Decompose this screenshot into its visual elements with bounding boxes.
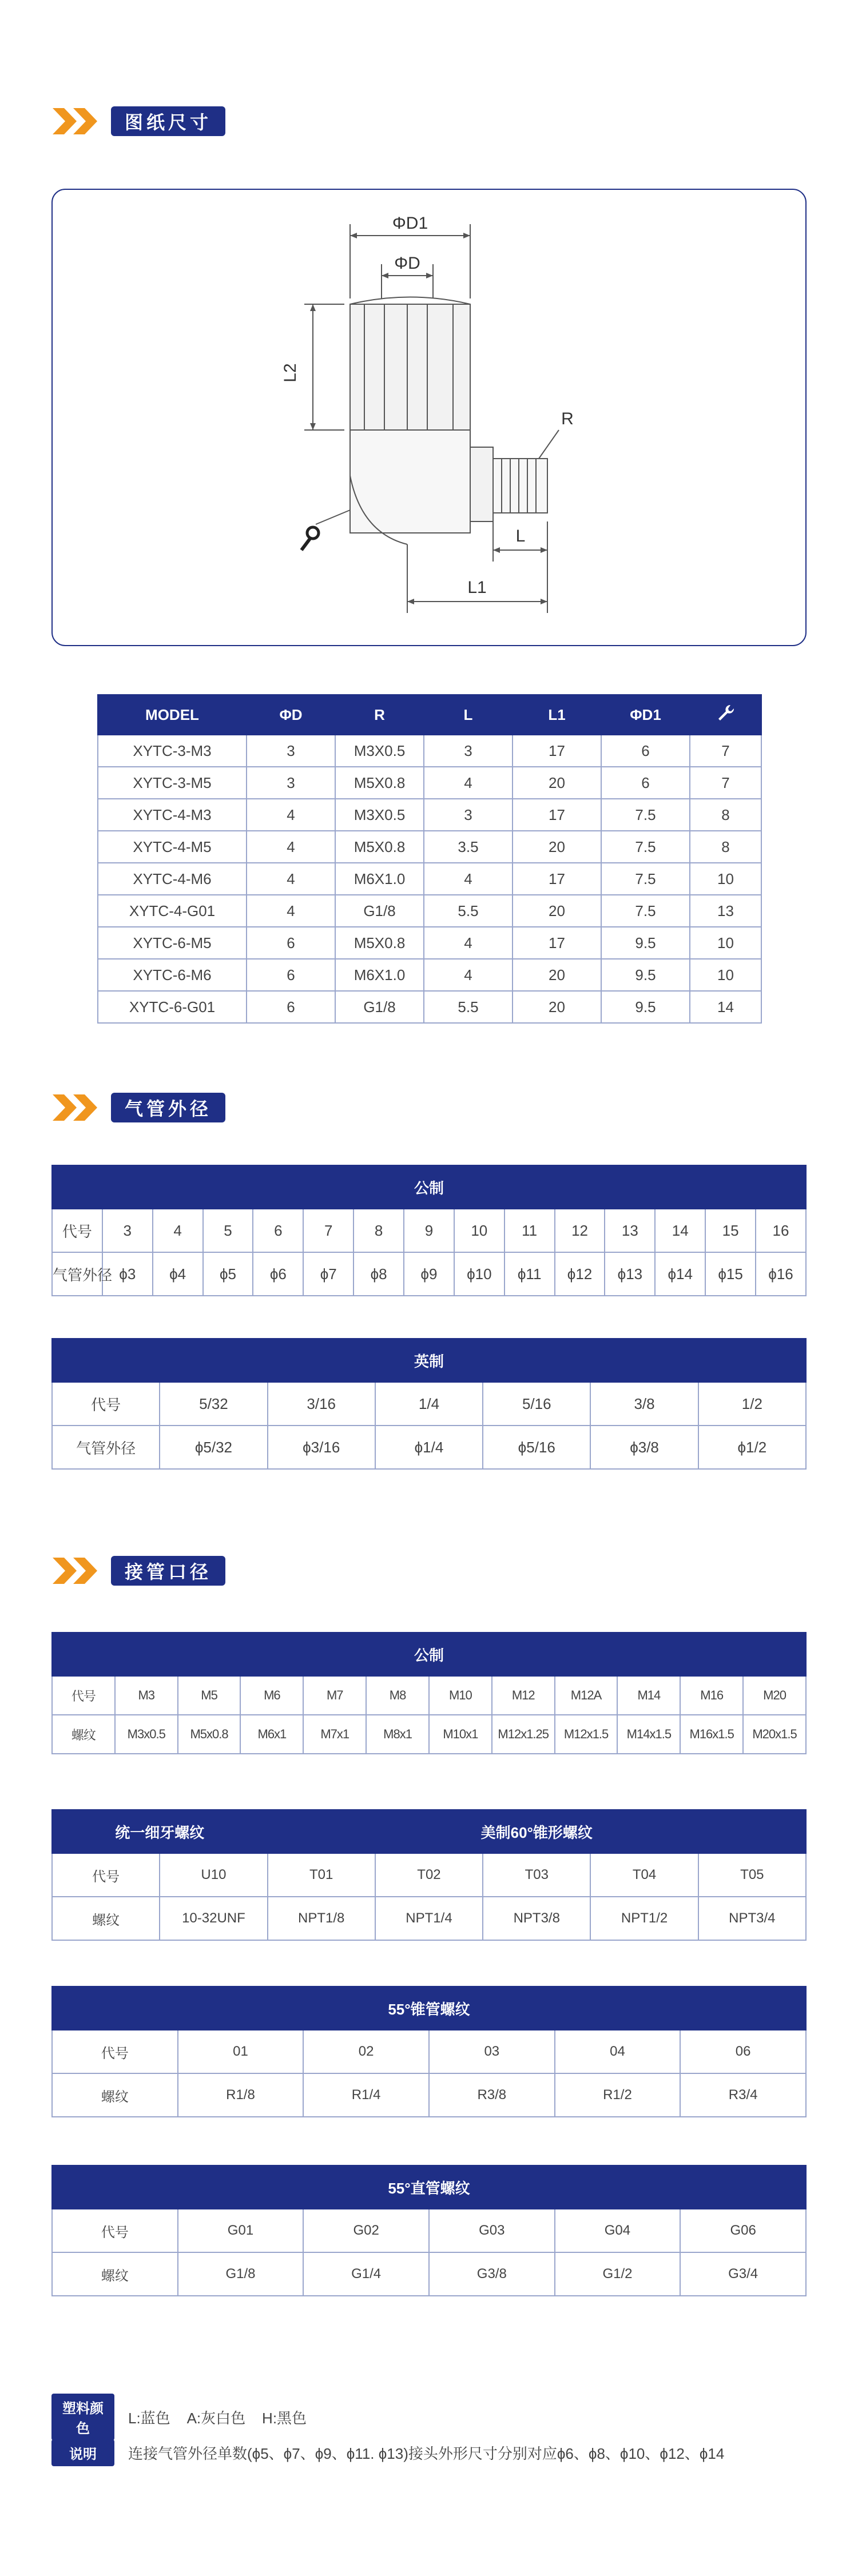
note-tag: 说明	[51, 2439, 114, 2466]
table-cell: 20	[513, 895, 601, 927]
table-cell: 3	[247, 767, 335, 799]
section-header-dimensions	[51, 106, 225, 137]
table-cell: XYTC-4-M6	[98, 863, 247, 895]
table-cell: ϕ5	[203, 1252, 253, 1296]
table-cell: 3	[102, 1209, 153, 1252]
table-cell: 7	[303, 1209, 353, 1252]
table-row	[98, 927, 761, 959]
table-title: 55°直管螺纹	[52, 2165, 806, 2209]
table-row	[98, 863, 761, 895]
table-cell: M5X0.8	[335, 767, 424, 799]
table-cell: 17	[513, 863, 601, 895]
row-label: 代号	[52, 1382, 160, 1426]
column-header: ΦD1	[601, 695, 690, 735]
table-cell: XYTC-6-G01	[98, 991, 247, 1023]
table-cell: M12	[492, 1676, 555, 1715]
table-cell: 3	[247, 735, 335, 767]
chevron-arrows-icon	[51, 1555, 106, 1586]
table-cell: M20x1.5	[743, 1715, 806, 1754]
table-cell: R3/4	[680, 2073, 806, 2117]
table-cell: 6	[601, 767, 690, 799]
table-row	[52, 1715, 806, 1754]
table-cell: 6	[247, 991, 335, 1023]
tube-metric-table	[51, 1165, 807, 1296]
table-title-row	[52, 1633, 806, 1676]
label-l1: L1	[467, 578, 487, 597]
table-cell: NPT1/8	[268, 1897, 375, 1940]
table-cell: 20	[513, 959, 601, 991]
section-header-tube-od	[51, 1092, 225, 1123]
table-cell: 9.5	[601, 991, 690, 1023]
table-cell: M8x1	[366, 1715, 429, 1754]
table-cell: ϕ4	[153, 1252, 203, 1296]
model-dimensions-table	[97, 694, 762, 1024]
row-label: 螺纹	[52, 1897, 160, 1940]
table-row	[52, 1853, 806, 1897]
table-cell: 9.5	[601, 959, 690, 991]
table-cell: G06	[680, 2209, 806, 2252]
table-cell: 11	[505, 1209, 555, 1252]
table-cell: 4	[424, 863, 513, 895]
table-cell: M14x1.5	[617, 1715, 680, 1754]
table-cell: G01	[178, 2209, 304, 2252]
table-cell: XYTC-4-G01	[98, 895, 247, 927]
label-d: ΦD	[394, 254, 420, 273]
table-cell: M12x1.25	[492, 1715, 555, 1754]
section-title: 图纸尺寸	[111, 106, 225, 136]
table-cell: 4	[247, 799, 335, 831]
table-cell: M12x1.5	[555, 1715, 618, 1754]
table-cell: ϕ10	[454, 1252, 505, 1296]
table-row	[52, 1897, 806, 1940]
table-cell: XYTC-4-M5	[98, 831, 247, 863]
table-cell: R1/2	[555, 2073, 681, 2117]
table-row	[52, 2073, 806, 2117]
table-cell: 12	[555, 1209, 605, 1252]
section-header-port	[51, 1555, 225, 1586]
row-label: 气管外径	[52, 1252, 102, 1296]
table-cell: T04	[590, 1853, 698, 1897]
table-cell: ϕ5/32	[160, 1426, 267, 1469]
table-cell: M10x1	[429, 1715, 492, 1754]
table-cell: 10	[690, 927, 761, 959]
table-cell: 5	[203, 1209, 253, 1252]
table-row	[98, 735, 761, 767]
table-cell: 14	[655, 1209, 705, 1252]
table-cell: 13	[605, 1209, 655, 1252]
table-cell: G1/4	[303, 2252, 429, 2296]
table-cell: NPT3/8	[483, 1897, 590, 1940]
column-header-wrench	[690, 695, 761, 735]
table-cell: 5/32	[160, 1382, 267, 1426]
table-cell: 10	[690, 863, 761, 895]
table-cell: ϕ5/16	[483, 1426, 590, 1469]
table-cell: 04	[555, 2030, 681, 2073]
column-header: ΦD	[247, 695, 335, 735]
table-title: 公制	[52, 1165, 806, 1209]
table-cell: ϕ1/2	[698, 1426, 806, 1469]
table-cell: G1/8	[178, 2252, 304, 2296]
table-cell: 3/16	[268, 1382, 375, 1426]
table-cell: 5.5	[424, 991, 513, 1023]
table-cell: R3/8	[429, 2073, 555, 2117]
table-row	[52, 2252, 806, 2296]
table-row	[98, 799, 761, 831]
table-cell: M12A	[555, 1676, 618, 1715]
table-cell: NPT1/4	[375, 1897, 483, 1940]
table-title-row	[52, 1165, 806, 1209]
table-cell: M3X0.5	[335, 799, 424, 831]
table-cell: 8	[690, 831, 761, 863]
table-cell: 10	[454, 1209, 505, 1252]
table-cell: 3/8	[590, 1382, 698, 1426]
table-cell: M16x1.5	[680, 1715, 743, 1754]
table-cell: T01	[268, 1853, 375, 1897]
table-cell: M6X1.0	[335, 959, 424, 991]
table-cell: ϕ3/16	[268, 1426, 375, 1469]
table-cell: M7x1	[303, 1715, 366, 1754]
table-cell: ϕ15	[705, 1252, 756, 1296]
tube-imperial-table	[51, 1338, 807, 1470]
table-cell: G04	[555, 2209, 681, 2252]
chevron-arrows-icon	[51, 1092, 106, 1123]
table-cell: M3x0.5	[115, 1715, 178, 1754]
table-cell: M8	[366, 1676, 429, 1715]
plastic-color-note	[51, 2394, 307, 2440]
table-row	[98, 895, 761, 927]
row-label: 气管外径	[52, 1426, 160, 1469]
table-cell: 1/2	[698, 1382, 806, 1426]
table-cell: 7.5	[601, 831, 690, 863]
table-cell: G02	[303, 2209, 429, 2252]
table-cell: ϕ13	[605, 1252, 655, 1296]
table-cell: G3/8	[429, 2252, 555, 2296]
table-row	[52, 1676, 806, 1715]
label-l: L	[515, 527, 526, 546]
table-title-right: 美制60°锥形螺纹	[268, 1810, 806, 1853]
table-cell: T05	[698, 1853, 806, 1897]
table-title-row	[52, 1339, 806, 1382]
table-cell: M14	[617, 1676, 680, 1715]
table-cell: 9	[404, 1209, 454, 1252]
row-label: 螺纹	[52, 2252, 178, 2296]
table-cell: M3	[115, 1676, 178, 1715]
table-cell: G3/4	[680, 2252, 806, 2296]
table-cell: 5.5	[424, 895, 513, 927]
column-header: MODEL	[98, 695, 247, 735]
table-cell: T03	[483, 1853, 590, 1897]
table-cell: 10	[690, 959, 761, 991]
table-title-row	[52, 1810, 806, 1853]
table-cell: ϕ14	[655, 1252, 705, 1296]
table-cell: ϕ9	[404, 1252, 454, 1296]
table-cell: 4	[153, 1209, 203, 1252]
table-cell: 6	[253, 1209, 303, 1252]
table-cell: 7.5	[601, 895, 690, 927]
wrench-symbol-icon	[301, 527, 319, 550]
table-title-row	[52, 1986, 806, 2030]
table-row	[52, 2209, 806, 2252]
table-title: 55°锥管螺纹	[52, 1986, 806, 2030]
table-row	[98, 959, 761, 991]
table-cell: 4	[424, 767, 513, 799]
note-text: 连接气管外径单数(ϕ5、ϕ7、ϕ9、ϕ11. ϕ13)接头外形尺寸分别对应ϕ6、ϕ8、ϕ10、ϕ12、ϕ14	[128, 2445, 725, 2462]
table-cell: 3.5	[424, 831, 513, 863]
label-d1: ΦD1	[392, 214, 428, 233]
table-cell: 9.5	[601, 927, 690, 959]
table-cell: 16	[756, 1209, 806, 1252]
table-cell: 17	[513, 735, 601, 767]
table-title: 英制	[52, 1339, 806, 1382]
chevron-arrows-icon	[51, 106, 106, 137]
table-cell: 4	[424, 927, 513, 959]
label-l2: L2	[281, 363, 300, 383]
column-header: L1	[513, 695, 601, 735]
table-cell: NPT1/2	[590, 1897, 698, 1940]
table-cell: 8	[690, 799, 761, 831]
table-cell: ϕ16	[756, 1252, 806, 1296]
table-row	[98, 991, 761, 1023]
column-header: R	[335, 695, 424, 735]
table-cell: ϕ11	[505, 1252, 555, 1296]
table-cell: M20	[743, 1676, 806, 1715]
wrench-icon	[716, 703, 736, 723]
table-cell: XYTC-3-M3	[98, 735, 247, 767]
table-cell: 20	[513, 991, 601, 1023]
row-label: 螺纹	[52, 2073, 178, 2117]
column-header: L	[424, 695, 513, 735]
table-cell: ϕ3/8	[590, 1426, 698, 1469]
table-row	[52, 1382, 806, 1426]
table-cell: 17	[513, 799, 601, 831]
table-cell: XYTC-3-M5	[98, 767, 247, 799]
table-cell: M5	[178, 1676, 241, 1715]
table-cell: G03	[429, 2209, 555, 2252]
table-cell: 01	[178, 2030, 304, 2073]
table-cell: R1/8	[178, 2073, 304, 2117]
table-cell: U10	[160, 1853, 267, 1897]
table-cell: M7	[303, 1676, 366, 1715]
technical-drawing-frame	[51, 189, 807, 646]
port-r-table	[51, 1986, 807, 2117]
table-cell: ϕ6	[253, 1252, 303, 1296]
table-cell: ϕ3	[102, 1252, 153, 1296]
port-unf-npt-table	[51, 1809, 807, 1941]
table-cell: ϕ8	[353, 1252, 404, 1296]
table-cell: 03	[429, 2030, 555, 2073]
table-cell: 7.5	[601, 799, 690, 831]
table-cell: M3X0.5	[335, 735, 424, 767]
table-row	[52, 1426, 806, 1469]
note-tag: 塑料颜色	[51, 2394, 114, 2440]
port-g-table	[51, 2165, 807, 2296]
row-label: 螺纹	[52, 1715, 115, 1754]
table-cell: 14	[690, 991, 761, 1023]
row-label: 代号	[52, 1676, 115, 1715]
section-title: 气管外径	[111, 1093, 225, 1122]
table-cell: 6	[247, 927, 335, 959]
row-label: 代号	[52, 2209, 178, 2252]
table-row	[52, 1252, 806, 1296]
table-cell: G1/8	[335, 895, 424, 927]
table-cell: 13	[690, 895, 761, 927]
table-cell: R1/4	[303, 2073, 429, 2117]
table-cell: 06	[680, 2030, 806, 2073]
table-cell: 7	[690, 767, 761, 799]
table-cell: 4	[247, 863, 335, 895]
table-cell: 3	[424, 799, 513, 831]
table-title: 公制	[52, 1633, 806, 1676]
table-cell: XYTC-6-M6	[98, 959, 247, 991]
fitting-drawing	[53, 190, 808, 647]
description-note	[51, 2439, 724, 2466]
table-cell: G1/2	[555, 2252, 681, 2296]
table-cell: 8	[353, 1209, 404, 1252]
label-r: R	[561, 409, 574, 428]
row-label: 代号	[52, 2030, 178, 2073]
table-row	[52, 2030, 806, 2073]
table-cell: ϕ1/4	[375, 1426, 483, 1469]
table-cell: M10	[429, 1676, 492, 1715]
table-cell: 1/4	[375, 1382, 483, 1426]
table-cell: M5x0.8	[178, 1715, 241, 1754]
table-cell: 6	[601, 735, 690, 767]
table-cell: M6X1.0	[335, 863, 424, 895]
table-cell: G1/8	[335, 991, 424, 1023]
table-cell: M6x1	[240, 1715, 303, 1754]
row-label: 代号	[52, 1853, 160, 1897]
table-cell: 20	[513, 831, 601, 863]
table-cell: 4	[424, 959, 513, 991]
table-cell: M16	[680, 1676, 743, 1715]
table-row	[98, 831, 761, 863]
table-cell: ϕ12	[555, 1252, 605, 1296]
table-cell: NPT3/4	[698, 1897, 806, 1940]
row-label: 代号	[52, 1209, 102, 1252]
table-row	[98, 767, 761, 799]
table-title-left: 统一细牙螺纹	[52, 1810, 268, 1853]
table-cell: T02	[375, 1853, 483, 1897]
table-cell: 17	[513, 927, 601, 959]
table-cell: 4	[247, 895, 335, 927]
table-cell: 7	[690, 735, 761, 767]
table-cell: 6	[247, 959, 335, 991]
table-cell: M5X0.8	[335, 831, 424, 863]
table-cell: 10-32UNF	[160, 1897, 267, 1940]
table-cell: 7.5	[601, 863, 690, 895]
table-title-row	[52, 2165, 806, 2209]
table-cell: 20	[513, 767, 601, 799]
table-cell: M6	[240, 1676, 303, 1715]
table-cell: XYTC-6-M5	[98, 927, 247, 959]
table-cell: 3	[424, 735, 513, 767]
table-row	[52, 1209, 806, 1252]
table-cell: 4	[247, 831, 335, 863]
table-cell: ϕ7	[303, 1252, 353, 1296]
table-cell: XYTC-4-M3	[98, 799, 247, 831]
table-cell: 5/16	[483, 1382, 590, 1426]
section-title: 接管口径	[111, 1556, 225, 1586]
note-text: L:蓝色 A:灰白色 H:黑色	[128, 2409, 307, 2427]
table-cell: M5X0.8	[335, 927, 424, 959]
table-cell: 15	[705, 1209, 756, 1252]
port-metric-table	[51, 1632, 807, 1754]
table-cell: 02	[303, 2030, 429, 2073]
